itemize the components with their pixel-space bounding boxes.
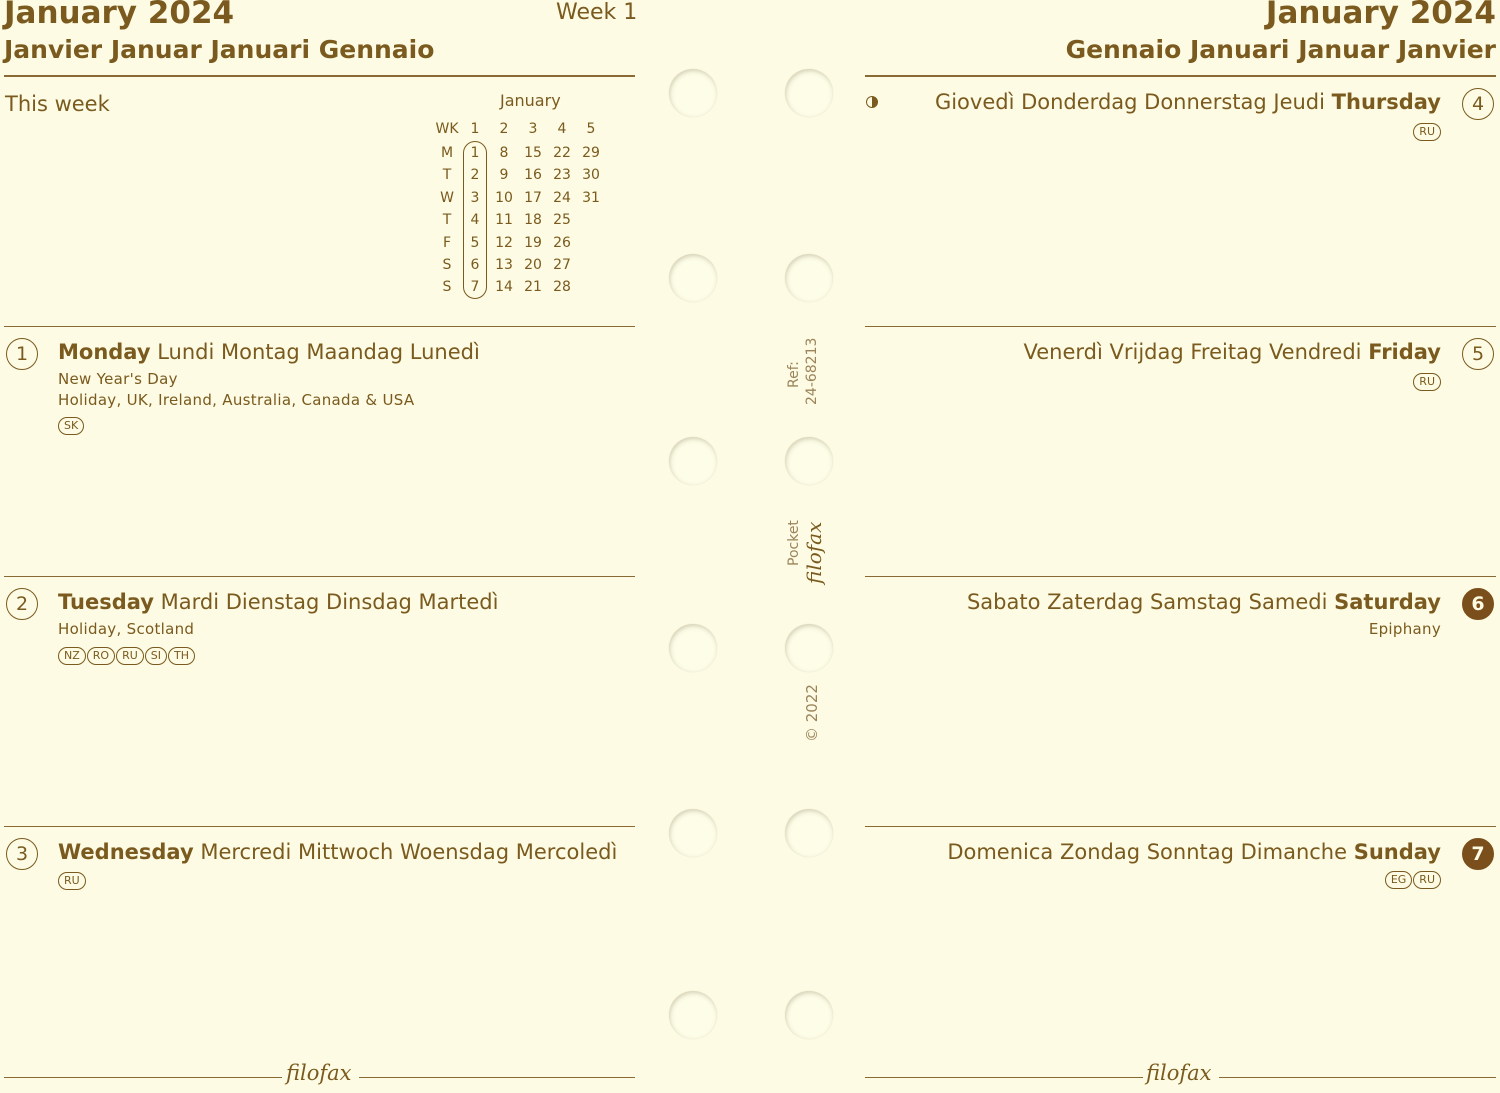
mini-calendar-date: 27	[553, 257, 571, 273]
country-badges	[1413, 123, 1441, 141]
mini-calendar-day-letter: W	[440, 189, 454, 206]
country-badge: RU	[116, 647, 144, 665]
mini-calendar-date: 21	[524, 279, 542, 296]
mini-calendar-date: 14	[495, 279, 513, 296]
day-heading-sunday	[947, 842, 1441, 863]
mini-calendar-day-letter: T	[442, 212, 452, 229]
spine-brand-logo: filofax	[802, 521, 826, 584]
mini-calendar-date: 31	[582, 189, 600, 206]
this-week-label: This week	[5, 92, 110, 116]
footer-rule-right-a	[865, 1077, 1143, 1078]
mini-calendar-date: 2	[470, 167, 480, 184]
right-header-rule	[865, 75, 1496, 77]
footer-brand-logo-right: filofax	[1146, 1061, 1212, 1085]
day-names-other: Domenica Zondag Sonntag Dimanche	[947, 840, 1348, 864]
mini-calendar-day-letter: M	[440, 145, 454, 161]
day-number-friday: 5	[1462, 338, 1494, 370]
binder-hole	[785, 809, 833, 857]
mini-calendar-date: 17	[524, 189, 542, 206]
mini-calendar-date: 5	[470, 234, 480, 251]
day-names-other: Lundi Montag Maandag Lunedì	[157, 340, 480, 364]
copyright: © 2022	[803, 684, 821, 742]
mini-calendar-date: 28	[553, 279, 571, 296]
binder-hole	[669, 624, 717, 672]
day-name-en: Tuesday	[58, 590, 154, 614]
day-name-en: Wednesday	[58, 840, 194, 864]
moon-phase-icon	[866, 96, 878, 108]
mini-calendar-date: 23	[553, 167, 571, 184]
mini-calendar-date: 11	[495, 212, 513, 229]
ref-label: Ref:	[786, 361, 802, 388]
day-heading-wednesday	[58, 842, 617, 863]
mini-calendar-week-num: 4	[557, 121, 567, 137]
mini-calendar-date: 26	[553, 234, 571, 251]
holiday-note: Holiday, Scotland	[58, 620, 195, 638]
week-label: Week 1	[556, 0, 638, 25]
country-badge: RU	[1413, 373, 1441, 391]
country-badge: EG	[1385, 871, 1412, 889]
country-badge: NZ	[58, 647, 86, 665]
mini-calendar-date: 1	[470, 145, 480, 161]
day-divider	[4, 826, 635, 827]
mini-calendar-date: 19	[524, 234, 542, 251]
mini-calendar-week-num: 2	[499, 121, 509, 137]
right-month-title: January 2024	[1265, 0, 1496, 31]
country-badge: TH	[168, 647, 195, 665]
country-badge: SK	[58, 417, 84, 435]
mini-calendar-week-num: 1	[470, 121, 480, 137]
binder-hole	[785, 991, 833, 1039]
day-names-other: Venerdì Vrijdag Freitag Vendredi	[1023, 340, 1362, 364]
footer-brand-logo-left: filofax	[286, 1061, 352, 1085]
footer-rule-left-b	[359, 1077, 635, 1078]
day-names-other: Mardi Dienstag Dinsdag Martedì	[160, 590, 499, 614]
day-heading-tuesday	[58, 592, 498, 613]
day-heading-thursday	[935, 92, 1441, 113]
day-name-en: Monday	[58, 340, 151, 364]
country-badges	[1413, 373, 1441, 391]
left-month-subtitle: Janvier Januar Januari Gennaio	[4, 35, 435, 64]
day-divider	[865, 576, 1496, 577]
mini-calendar-date: 25	[553, 212, 571, 229]
mini-calendar-date: 4	[470, 212, 480, 229]
mini-calendar-date: 13	[495, 257, 513, 273]
mini-calendar-date: 20	[524, 257, 542, 273]
holiday-note: Epiphany	[1368, 620, 1441, 638]
left-month-title: January 2024	[4, 0, 235, 31]
day-number-tuesday: 2	[6, 588, 38, 620]
binder-hole	[669, 254, 717, 302]
day-heading-monday	[58, 342, 480, 363]
day-names-other: Giovedì Donderdag Donnerstag Jeudi	[934, 90, 1325, 114]
country-badges	[58, 872, 86, 890]
day-divider	[4, 326, 635, 327]
day-divider	[865, 826, 1496, 827]
mini-calendar-date: 24	[553, 189, 571, 206]
day-name-en: Friday	[1368, 340, 1441, 364]
mini-calendar-wk-label: WK	[435, 121, 459, 137]
size-label: Pocket	[786, 520, 802, 566]
footer-rule-left-a	[4, 1077, 282, 1078]
country-badge: RU	[1413, 871, 1441, 889]
country-badges	[58, 647, 195, 665]
mini-calendar-date: 29	[582, 145, 600, 161]
day-heading-friday	[1024, 342, 1442, 363]
mini-calendar-date: 8	[499, 145, 509, 161]
mini-calendar-week-num: 3	[528, 121, 538, 137]
mini-calendar-date: 9	[499, 167, 509, 184]
binder-hole	[785, 624, 833, 672]
country-badges	[58, 417, 84, 435]
mini-calendar-date: 10	[495, 189, 513, 206]
ref-number: 24-68213	[804, 337, 820, 405]
binder-hole	[669, 69, 717, 117]
mini-calendar-date: 16	[524, 167, 542, 184]
day-number-monday: 1	[6, 338, 38, 370]
day-names-other: Sabato Zaterdag Samstag Samedi	[966, 590, 1328, 614]
binder-hole	[785, 254, 833, 302]
country-badges	[1385, 871, 1441, 889]
mini-calendar-title: January	[500, 91, 561, 110]
mini-calendar-date: 3	[470, 189, 480, 206]
day-name-en: Thursday	[1331, 90, 1441, 114]
day-name-en: Sunday	[1353, 840, 1441, 864]
day-number-thursday: 4	[1462, 88, 1494, 120]
holiday-note: Holiday, UK, Ireland, Australia, Canada & USA	[58, 391, 415, 409]
mini-calendar-date: 6	[470, 257, 480, 273]
binder-hole	[785, 437, 833, 485]
country-badge: RO	[87, 647, 115, 665]
day-divider	[4, 576, 635, 577]
left-header-rule	[4, 75, 635, 77]
day-number-wednesday: 3	[6, 838, 38, 870]
country-badge: RU	[58, 872, 86, 890]
mini-calendar-date: 18	[524, 212, 542, 229]
day-divider	[865, 326, 1496, 327]
binder-hole	[785, 69, 833, 117]
mini-calendar-date: 12	[495, 234, 513, 251]
mini-calendar-week-num: 5	[586, 121, 596, 137]
mini-calendar-date: 22	[553, 145, 571, 161]
day-heading-saturday	[967, 592, 1441, 613]
footer-rule-right-b	[1219, 1077, 1496, 1078]
country-badge: RU	[1413, 123, 1441, 141]
mini-calendar-day-letter: T	[442, 167, 452, 184]
mini-calendar-date: 30	[582, 167, 600, 184]
binder-hole	[669, 991, 717, 1039]
day-names-other: Mercredi Mittwoch Woensdag Mercoledì	[200, 840, 618, 864]
mini-calendar-date: 15	[524, 145, 542, 161]
day-name-en: Saturday	[1334, 590, 1441, 614]
binder-hole	[669, 809, 717, 857]
right-month-subtitle: Gennaio Januari Januar Janvier	[1065, 35, 1496, 64]
binder-hole	[669, 437, 717, 485]
country-badge: SI	[145, 647, 167, 665]
day-number-saturday: 6	[1462, 588, 1494, 620]
day-number-sunday: 7	[1462, 838, 1494, 870]
mini-calendar-day-letter: S	[442, 279, 452, 296]
mini-calendar-day-letter: F	[442, 234, 452, 251]
mini-calendar-day-letter: S	[442, 257, 452, 273]
holiday-note: New Year's Day	[58, 370, 178, 388]
mini-calendar-date: 7	[470, 279, 480, 296]
